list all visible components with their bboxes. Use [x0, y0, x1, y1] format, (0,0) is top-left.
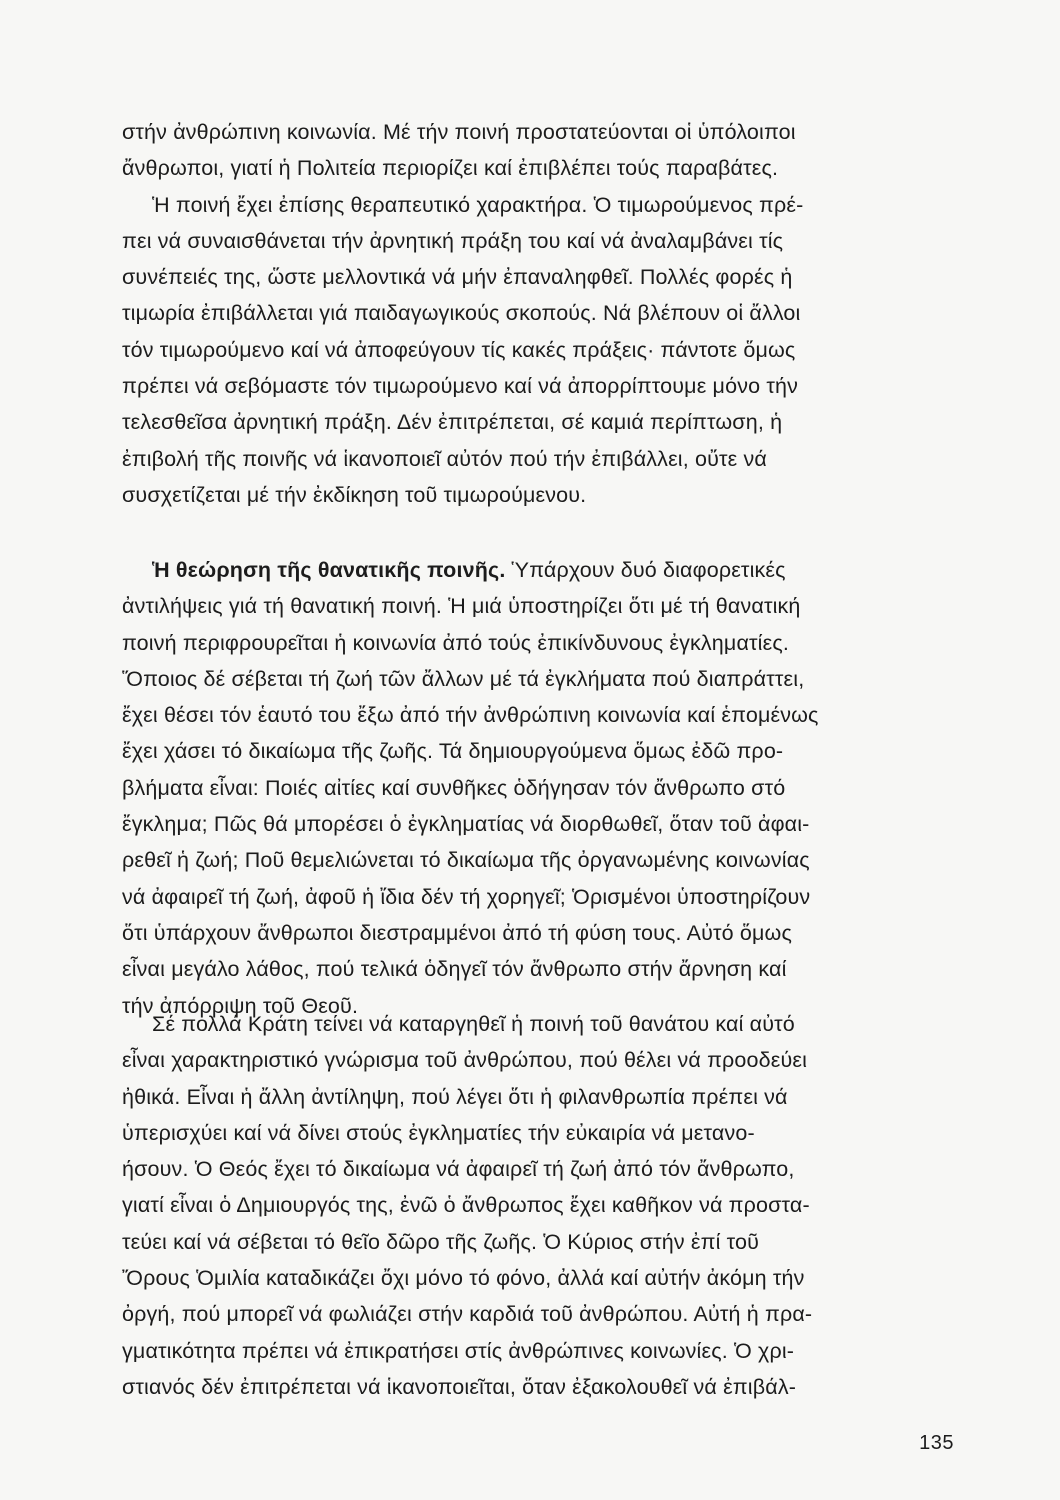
text-line: πρέπει νά σεβόμαστε τόν τιμωρούμενο καί νά ἀπορρίπτουμε μόνο τήν	[122, 374, 798, 399]
text-line: Ἡ ποινή ἔχει ἐπίσης θεραπευτικό χαρακτήρα. Ὁ τιμωρούμενος πρέ-	[152, 192, 804, 217]
text-line: Σέ πολλά Κράτη τείνει νά καταργηθεῖ ἡ ποινή τοῦ θανάτου καί αὐτό	[152, 1012, 795, 1036]
text-line: τήν ἀπόρριψη τοῦ Θεοῦ.	[122, 993, 359, 1018]
text-line: τεύει καί νά σέβεται τό θεῖο δῶρο τῆς ζωῆς. Ὁ Κύριος στήν ἐπί τοῦ	[122, 1229, 760, 1254]
text-line: ὀργή, πού μπορεῖ νά φωλιάζει στήν καρδιά τοῦ ἀνθρώπου. Αὐτή ἡ πρα-	[122, 1302, 813, 1327]
text-line: ἔγκλημα; Πῶς θά μπορέσει ὁ ἐγκληματίας νά διορθωθεῖ, ὅταν τοῦ ἀφαι-	[122, 812, 810, 837]
text-line: συσχετίζεται μέ τήν ἐκδίκηση τοῦ τιμωρούμενου.	[122, 482, 587, 507]
text-line: ἀντιλήψεις γιά τή θανατική ποινή. Ἡ μιά ὑποστηρίζει ὅτι μέ τή θανατική	[122, 594, 801, 619]
section-heading: Ἡ θεώρηση τῆς θανατικῆς ποινῆς.	[152, 558, 506, 582]
text-line: τόν τιμωρούμενο καί νά ἀποφεύγουν τίς κακές πράξεις· πάντοτε ὅμως	[122, 337, 796, 362]
text-line: στήν ἀνθρώπινη κοινωνία. Μέ τήν ποινή προστατεύονται οἱ ὑπόλοιποι	[122, 120, 796, 144]
text-line: ἠθικά. Εἶναι ἡ ἄλλη ἀντίληψη, πού λέγει ὅτι ἡ φιλανθρωπία πρέπει νά	[122, 1084, 788, 1109]
paragraph-abolition	[122, 1006, 952, 1405]
text-line: ἐπιβολή τῆς ποινῆς νά ἱκανοποιεῖ αὐτόν πού τήν ἐπιβάλλει, οὔτε νά	[122, 446, 767, 471]
text-line: ποινή περιφρουρεῖται ἡ κοινωνία ἀπό τούς ἐπικίνδυνους ἐγκληματίες.	[122, 630, 789, 655]
text-line: εἶναι μεγάλο λάθος, πού τελικά ὁδηγεῖ τόν ἄνθρωπο στήν ἄρνηση καί	[122, 957, 787, 982]
text-line: ἔχει θέσει τόν ἑαυτό του ἔξω ἀπό τήν ἀνθρώπινη κοινωνία καί ἑπομένως	[122, 703, 819, 728]
text-line: ὅτι ὑπάρχουν ἄνθρωποι διεστραμμένοι ἀπό τή φύση τους. Αὐτό ὅμως	[122, 920, 792, 945]
text-line: βλήματα εἶναι: Ποιές αἰτίες καί συνθῆκες ὁδήγησαν τόν ἄνθρωπο στό	[122, 775, 786, 800]
text-line: συνέπειές της, ὥστε μελλοντικά νά μήν ἐπαναληφθεῖ. Πολλές φορές ἡ	[122, 265, 793, 290]
text-line: τιμωρία ἐπιβάλλεται γιά παιδαγωγικούς σκοπούς. Νά βλέπουν οἱ ἄλλοι	[122, 301, 801, 326]
text-line: πει νά συναισθάνεται τήν ἀρνητική πράξη του καί νά ἀναλαμβάνει τίς	[122, 228, 784, 253]
text-line: νά ἀφαιρεῖ τή ζωή, ἀφοῦ ἡ ἴδια δέν τή χορηγεῖ; Ὁρισμένοι ὑποστηρίζουν	[122, 884, 811, 909]
paragraph-death-penalty	[122, 552, 952, 1024]
text-line-with-heading	[122, 552, 952, 588]
page-number: 135	[919, 1432, 954, 1454]
text-line: ρεθεῖ ἡ ζωή; Ποῦ θεμελιώνεται τό δικαίωμα τῆς ὀργανωμένης κοινωνίας	[122, 848, 810, 873]
heading-line-rest: Ὑπάρχουν δυό διαφορετικές	[505, 558, 786, 582]
text-line: ὑπερισχύει καί νά δίνει στούς ἐγκληματίες τήν εὐκαιρία νά μετανο-	[122, 1120, 755, 1145]
text-line: γματικότητα πρέπει νά ἐπικρατήσει στίς ἀνθρώπινες κοινωνίες. Ὁ χρι-	[122, 1338, 795, 1363]
text-line: στιανός δέν ἐπιτρέπεται νά ἱκανοποιεῖται, ὅταν ἐξακολουθεῖ νά ἐπιβάλ-	[122, 1374, 797, 1399]
text-line: εἶναι χαρακτηριστικό γνώρισμα τοῦ ἀνθρώπου, πού θέλει νά προοδεύει	[122, 1048, 808, 1073]
text-line: Ὅποιος δέ σέβεται τή ζωή τῶν ἄλλων μέ τά ἐγκλήματα πού διαπράττει,	[122, 666, 805, 691]
text-line: γιατί εἶναι ὁ Δημιουργός της, ἐνῶ ὁ ἄνθρωπος ἔχει καθῆκον νά προστα-	[122, 1193, 810, 1218]
text-line: ἔχει χάσει τό δικαίωμα τῆς ζωῆς. Τά δημιουργούμενα ὅμως ἐδῶ προ-	[122, 739, 784, 764]
paragraph-punishment-purpose	[122, 114, 952, 513]
text-line: ἄνθρωποι, γιατί ἡ Πολιτεία περιορίζει καί ἐπιβλέπει τούς παραβάτες.	[122, 156, 779, 181]
text-line: ήσουν. Ὁ Θεός ἔχει τό δικαίωμα νά ἀφαιρεῖ τή ζωή ἀπό τόν ἄνθρωπο,	[122, 1157, 795, 1182]
text-line: Ὄρους Ὁμιλία καταδικάζει ὄχι μόνο τό φόνο, ἀλλά καί αὐτήν ἀκόμη τήν	[122, 1266, 805, 1291]
text-line: τελεσθεῖσα ἀρνητική πράξη. Δέν ἐπιτρέπεται, σέ καμιά περίπτωση, ἡ	[122, 410, 783, 435]
